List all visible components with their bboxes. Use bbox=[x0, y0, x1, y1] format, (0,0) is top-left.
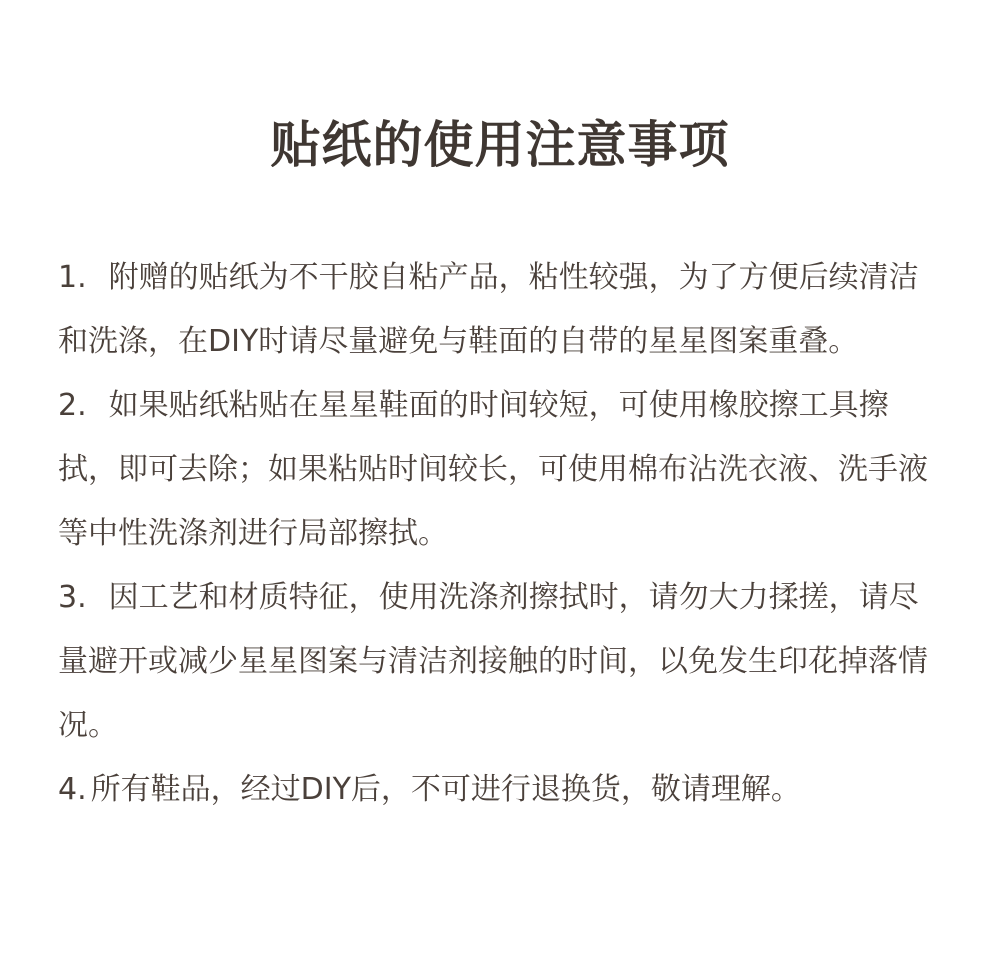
note-item bbox=[58, 566, 942, 758]
page-title: 贴纸的使用注意事项 bbox=[270, 116, 730, 174]
note-item bbox=[58, 374, 942, 566]
note-text: 附赠的贴纸为不干胶自粘产品，粘性较强，为了方便后续清洁和洗涤，在DIY时请尽量避免与鞋面的自带的星星图案重叠。 bbox=[58, 260, 919, 359]
note-number: 2. bbox=[58, 388, 87, 423]
note-number: 4. bbox=[58, 772, 87, 807]
notes-list bbox=[58, 246, 942, 822]
note-item bbox=[58, 246, 942, 374]
note-number: 3. bbox=[58, 580, 87, 615]
note-item bbox=[58, 758, 942, 822]
note-text: 因工艺和材质特征，使用洗涤剂擦拭时，请勿大力揉搓，请尽量避开或减少星星图案与清洁剂接触的时间，以免发生印花掉落情况。 bbox=[58, 580, 928, 743]
note-text: 如果贴纸粘贴在星星鞋面的时间较短，可使用橡胶擦工具擦拭，即可去除；如果粘贴时间较长，可使用棉布沾洗衣液、洗手液等中性洗涤剂进行局部擦拭。 bbox=[58, 388, 928, 551]
note-text: 所有鞋品，经过DIY后，不可进行退换货，敬请理解。 bbox=[90, 772, 801, 807]
note-number: 1. bbox=[58, 260, 87, 295]
